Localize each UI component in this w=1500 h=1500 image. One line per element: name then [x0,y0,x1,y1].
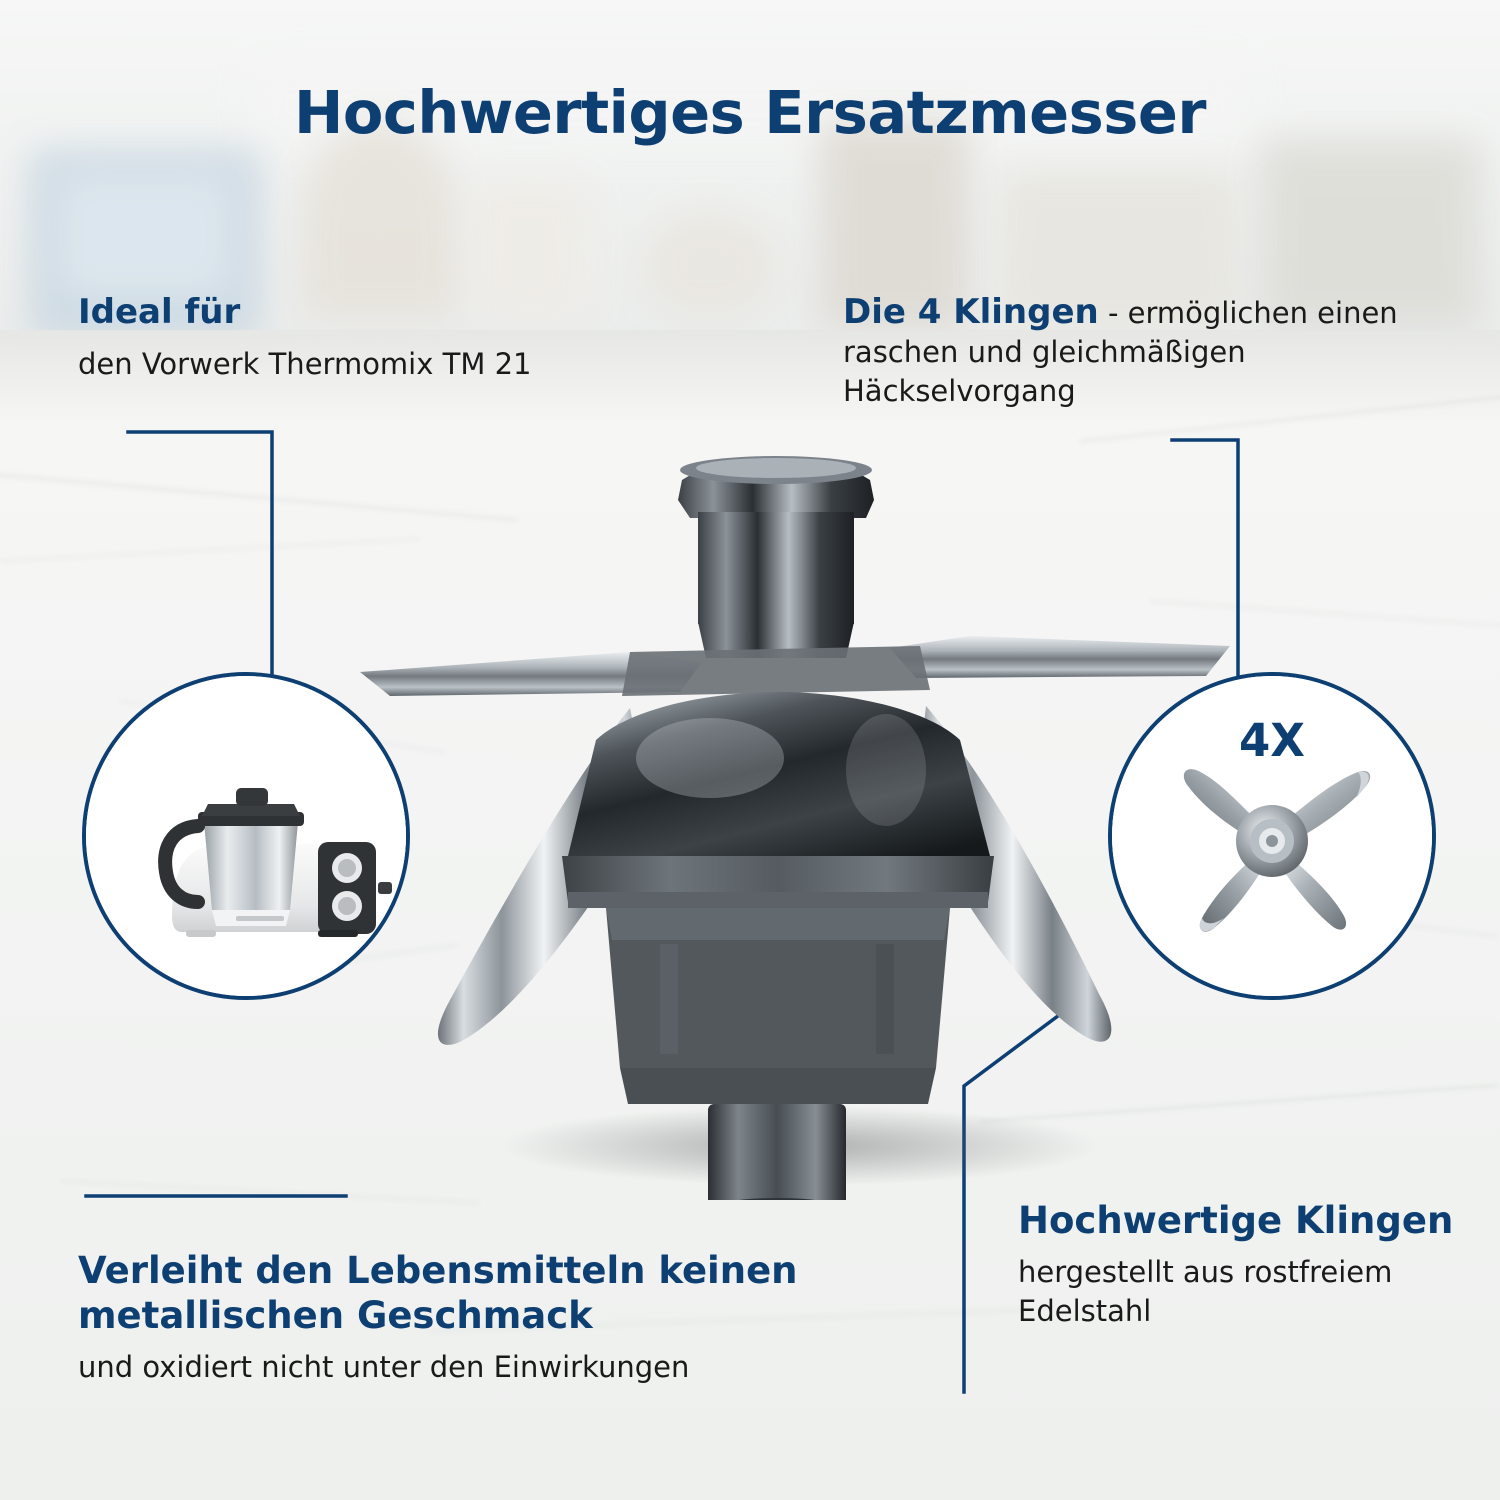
page-title: Hochwertiges Ersatzmesser [293,78,1207,147]
inset-thermomix-machine [82,672,410,1000]
feature-taste-body: und oxidiert nicht unter den Einwirkungen [78,1350,690,1385]
drive-shaft [708,1104,846,1200]
feature-taste-title: Verleiht den Lebensmitteln keinen metallischen Geschmack [78,1249,798,1338]
feature-blades-title: Die 4 Klingen [843,292,1099,332]
feature-blades [843,292,1443,411]
feature-ideal-title: Ideal für [78,292,241,332]
background-shape [640,210,780,320]
thermomix-illustration [86,676,406,996]
upper-wing-right [890,636,1230,678]
feature-ideal [78,292,638,384]
top-collar [698,512,854,624]
inset-blade-closeup [1108,672,1436,1000]
feature-taste [78,1248,908,1387]
feature-ideal-body: den Vorwerk Thermomix TM 21 [78,347,532,382]
feature-quality-body: hergestellt aus rostfreiem Edelstahl [1018,1255,1393,1328]
badge-4x: 4X [1238,714,1305,767]
background-shape [60,175,230,295]
feature-blades-body: - ermöglichen einen raschen und gleichmäßigen Häckselvorgang [843,296,1398,409]
feature-quality [1018,1198,1458,1330]
feature-quality-title: Hochwertige Klingen [1018,1199,1454,1242]
background-shape [300,120,460,320]
